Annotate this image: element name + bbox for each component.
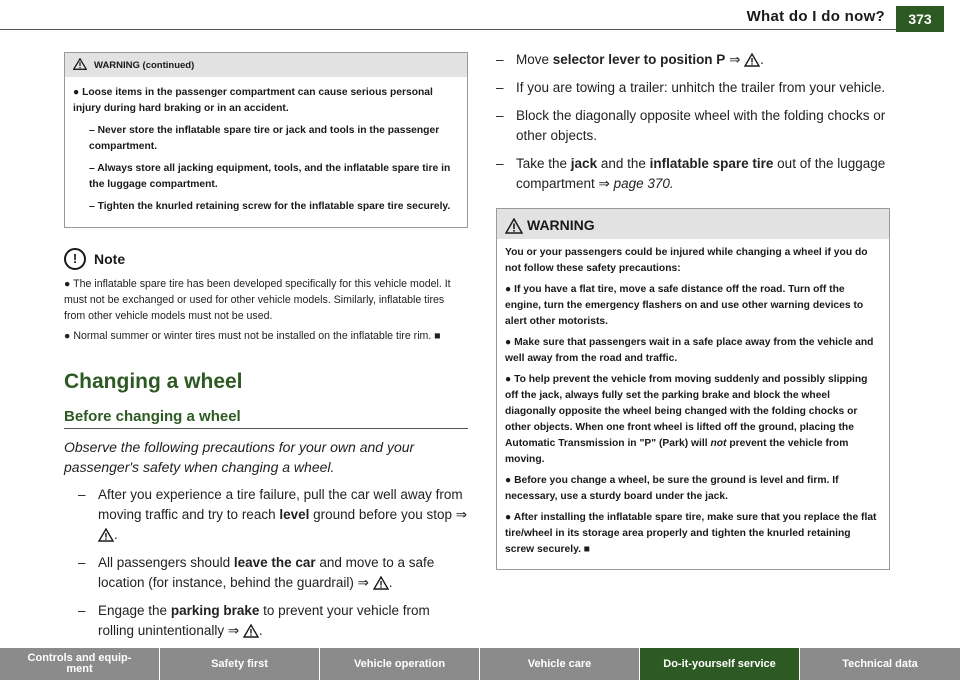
warning-triangle-icon[interactable] xyxy=(98,528,114,542)
tab-safety-first[interactable]: Safety first xyxy=(160,648,320,680)
right-column xyxy=(496,50,890,570)
step-item: – All passengers should leave the car and move to a safe location (for instance, behind the guardrail) ⇒ . xyxy=(64,553,468,593)
step-text: ⇒ xyxy=(725,52,745,67)
step-bold: leave the car xyxy=(233,555,316,570)
note-paragraph: ● Normal summer or winter tires must not be installed on the inflatable tire rim. ■ xyxy=(64,330,441,342)
subsection-title: Before changing a wheel xyxy=(64,408,468,429)
step-item: – Block the diagonally opposite wheel with the folding chocks or other objects. xyxy=(496,106,890,146)
page-reference-link[interactable]: page 370. xyxy=(613,176,674,191)
step-text: All passengers should xyxy=(98,555,234,570)
left-column xyxy=(64,52,468,641)
tab-do-it-yourself-service[interactable]: Do-it-yourself service xyxy=(640,648,800,680)
page-number: 373 xyxy=(896,6,944,32)
note-heading xyxy=(64,248,468,270)
step-bold: selector lever to position P xyxy=(552,52,726,67)
warning-continued-body xyxy=(65,77,467,227)
warning-label: WARNING xyxy=(527,217,595,233)
step-item: – After you experience a tire failure, pull the car well away from moving traffic and try to reach level ground before you stop ⇒ . xyxy=(64,485,468,545)
page-header xyxy=(0,0,960,36)
warning-text: prevent the vehicle from moving. xyxy=(505,438,849,465)
step-bold: inflatable spare tire xyxy=(649,156,774,171)
warning-paragraph: ● Make sure that passengers wait in a safe place away from the vehicle and well away from the road and traffic. xyxy=(505,337,874,364)
tab-controls-and-equipment[interactable]: Controls and equip- ment xyxy=(0,648,160,680)
step-text: and move to a safe location (for instance, behind the guardrail) ⇒ xyxy=(98,555,435,590)
warning-triangle-icon xyxy=(73,58,89,72)
note-circle-icon xyxy=(64,248,86,270)
step-item: – Engage the parking brake to prevent your vehicle from rolling unintentionally ⇒ . xyxy=(64,601,468,641)
warning-emphasis: not xyxy=(710,438,727,449)
section-title: Changing a wheel xyxy=(64,370,243,393)
warning-paragraph: ● After installing the inflatable spare tire, make sure that you replace the flat tire/wheel in its storage area properly and tighten the knurled retaining screw securely. ■ xyxy=(505,512,877,555)
step-text: and the xyxy=(597,156,650,171)
step-text: to prevent your vehicle from rolling unintentionally ⇒ xyxy=(98,603,430,638)
warning-subitem: – Never store the inflatable spare tire or jack and tools in the passenger compartment. xyxy=(89,125,440,152)
procedure-steps xyxy=(496,50,890,194)
warning-paragraph: ● If you have a flat tire, move a safe distance off the road. Turn off the engine, turn the emergency flashers on and use other warning devices to alert other motorists. xyxy=(505,284,864,327)
warning-item: ● Loose items in the passenger compartment can cause serious personal injury during hard braking or in an accident. xyxy=(73,87,433,114)
chapter-nav xyxy=(0,648,960,680)
precaution-steps xyxy=(64,485,468,641)
warning-paragraph: ● Before you change a wheel, be sure the ground is level and firm. If necessary, use a sturdy board under the jack. xyxy=(505,475,839,502)
step-text: Engage the xyxy=(98,603,171,618)
step-bold: parking brake xyxy=(170,603,260,618)
warning-continued-box xyxy=(64,52,468,228)
warning-triangle-icon[interactable] xyxy=(243,624,259,638)
step-item: – If you are towing a trailer: unhitch the trailer from your vehicle. xyxy=(496,78,890,98)
warning-subitem: – Tighten the knurled retaining screw for the inflatable spare tire securely. xyxy=(89,201,451,212)
warning-continued-heading xyxy=(65,53,467,77)
step-bold: level xyxy=(279,507,310,522)
warning-paragraph xyxy=(505,372,881,468)
warning-paragraph: You or your passengers could be injured while changing a wheel if you do not follow these safety precautions: xyxy=(505,247,868,274)
step-text: ground before you stop ⇒ xyxy=(309,507,468,522)
step-text: Take the xyxy=(516,156,571,171)
step-item xyxy=(496,154,890,194)
warning-subitem: – Always store all jacking equipment, tools, and the inflatable spare tire in the luggage compartment. xyxy=(89,163,451,190)
warning-box xyxy=(496,208,890,570)
note-title: Note xyxy=(94,251,126,267)
page-title: What do I do now? xyxy=(746,8,885,25)
tab-technical-data[interactable]: Technical data xyxy=(800,648,960,680)
tab-vehicle-operation[interactable]: Vehicle operation xyxy=(320,648,480,680)
tab-vehicle-care[interactable]: Vehicle care xyxy=(480,648,640,680)
intro-text: Observe the following precautions for your own and your passenger's safety when changing a wheel. xyxy=(64,439,415,475)
warning-triangle-icon[interactable] xyxy=(744,53,760,67)
header-rule xyxy=(0,29,900,30)
step-text: Move xyxy=(516,52,553,67)
step-text: After you experience a tire failure, pull the car well away from moving traffic and try to reach xyxy=(98,487,463,522)
warning-body xyxy=(497,239,889,569)
step-item: – Move selector lever to position P ⇒ . xyxy=(496,50,890,70)
warning-continued-label: WARNING (continued) xyxy=(94,59,195,71)
warning-text: ● To help prevent the vehicle from moving suddenly and possibly slipping off the jack, always fully set the parking brake and block the wheel diagonally opposite the wheel being changed with the folding chocks or other objects. When one front wheel is lifted off the ground, placing the Automatic Transmission in "P" (Park) will xyxy=(505,374,868,449)
warning-triangle-icon[interactable] xyxy=(373,576,389,590)
step-bold: jack xyxy=(570,156,598,171)
warning-triangle-icon xyxy=(505,218,521,232)
step-text: out of the luggage compartment ⇒ xyxy=(516,156,886,191)
note-paragraph: ● The inflatable spare tire has been developed specifically for this vehicle model. It must not be exchanged or used for other vehicle models. Similarly, inflatable tires from other vehicle models must not be used. xyxy=(64,278,451,322)
warning-heading xyxy=(497,209,889,239)
